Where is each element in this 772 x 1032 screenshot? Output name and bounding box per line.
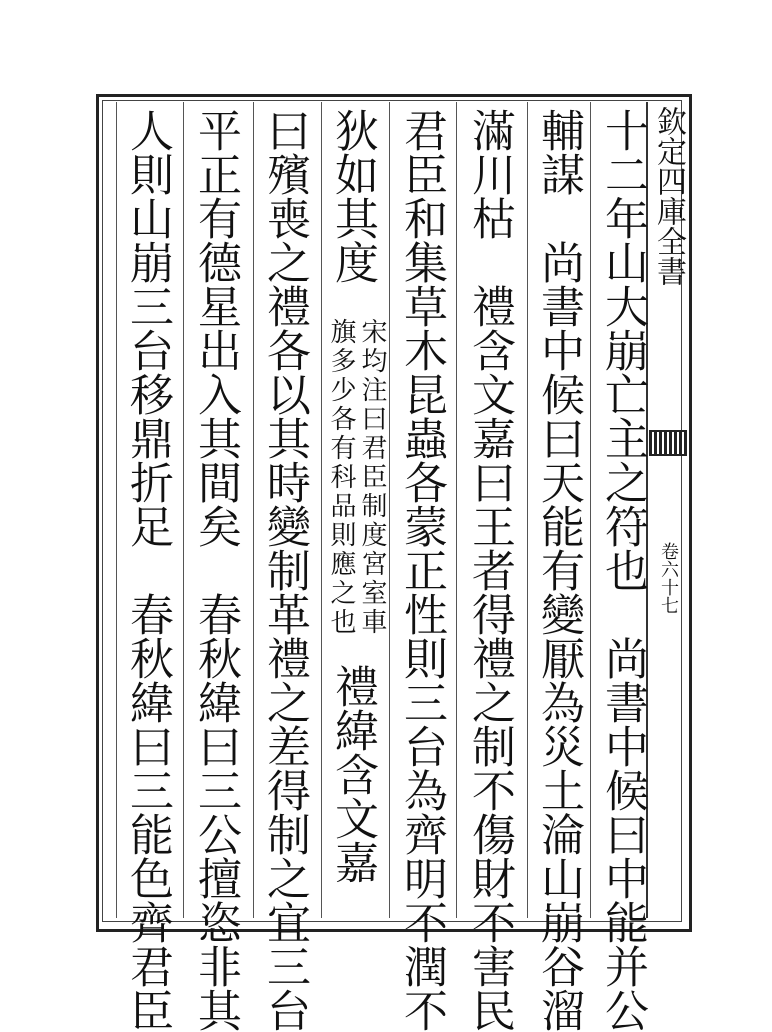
text-column-8: 人則山崩三台移鼎折足 春秋緯曰三能色齊君臣 bbox=[122, 108, 173, 1032]
column-rule bbox=[456, 102, 457, 918]
column-rule bbox=[321, 102, 322, 918]
text-column-5-head: 狄如其度 bbox=[327, 108, 378, 284]
volume-label: 卷六十七 bbox=[658, 542, 679, 614]
text-column-4: 君臣和集草木昆蟲各蒙正性則三台為齊明不潤不 bbox=[396, 108, 447, 1032]
text-column-6: 曰殯喪之禮各以其時變制革禮之差得制之宜三台 bbox=[259, 108, 310, 1032]
text-column-5-tail: 禮緯含文嘉 bbox=[327, 664, 378, 884]
column-rule bbox=[253, 102, 254, 918]
column-rule bbox=[527, 102, 528, 918]
column-rule bbox=[590, 102, 591, 918]
column-rule bbox=[183, 102, 184, 918]
center-margin bbox=[646, 102, 688, 918]
book-title: 欽定四庫全書 bbox=[651, 106, 686, 286]
fishtail-mark bbox=[649, 430, 687, 456]
commentary-line-1: 宋均注曰君臣制度宮室車 bbox=[357, 318, 387, 637]
text-column-3: 滿川枯 禮含文嘉曰王者得禮之制不傷財不害民 bbox=[464, 108, 515, 1032]
commentary-line-2: 旗多少各有科品則應之也 bbox=[326, 318, 356, 637]
column-rule bbox=[116, 102, 117, 918]
text-column-7: 平正有德星出入其間矣 春秋緯曰三公擅恣非其 bbox=[190, 108, 241, 1032]
text-column-2: 輔謀 尚書中候曰天能有變厭為災土淪山崩谷溜 bbox=[533, 108, 584, 1032]
text-column-1: 十二年山大崩亡主之符也 尚書中候曰中能并公 bbox=[597, 108, 648, 1032]
column-rule bbox=[389, 102, 390, 918]
